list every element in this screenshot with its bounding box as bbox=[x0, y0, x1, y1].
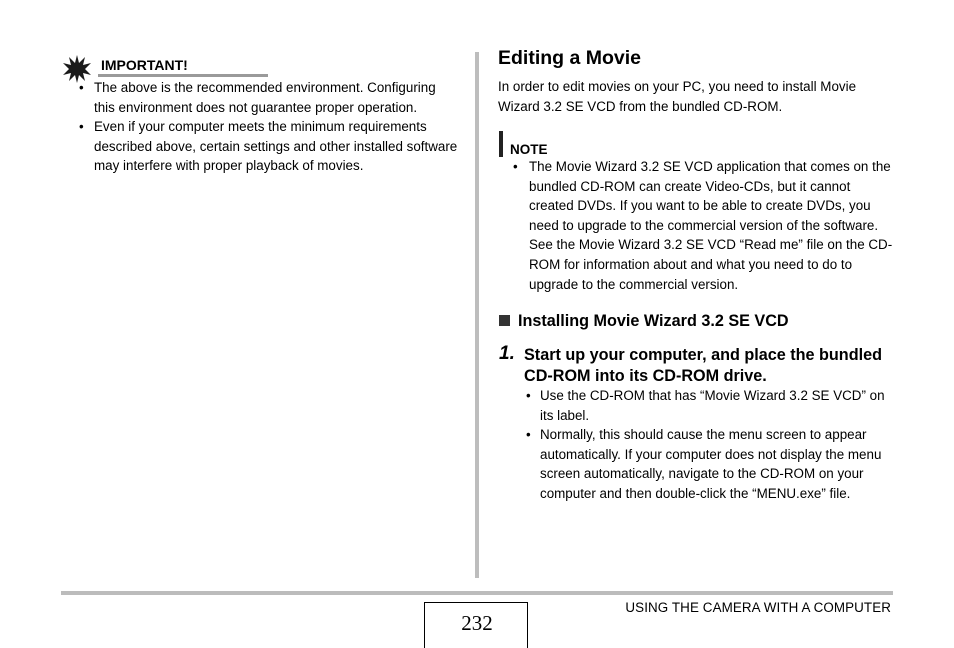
note-list bbox=[513, 157, 893, 294]
important-callout bbox=[62, 54, 212, 80]
important-list bbox=[79, 78, 459, 176]
list-item: • The Movie Wizard 3.2 SE VCD application that comes on the bundled CD-ROM can create Video-CDs, but it cannot created DVDs. If you want to be able to create DVDs, you need to upgrade to the commercial version of the software. See the Movie Wizard 3.2 SE VCD “Read me” file on the CD-ROM for information about and what you need to do to upgrade to the commercial version. bbox=[513, 157, 893, 294]
subheading bbox=[499, 312, 789, 331]
step-list bbox=[524, 386, 896, 504]
note-label: NOTE bbox=[510, 142, 548, 157]
column-divider bbox=[475, 52, 479, 578]
step-number: 1. bbox=[499, 343, 515, 364]
note-marker-bar bbox=[499, 131, 503, 157]
list-item: • The above is the recommended environment. Configuring this environment does not guarantee proper operation. bbox=[79, 78, 459, 117]
section-intro: In order to edit movies on your PC, you need to install Movie Wizard 3.2 SE VCD from the bundled CD-ROM. bbox=[498, 79, 857, 114]
square-bullet-icon bbox=[499, 315, 510, 326]
list-item: • Normally, this should cause the menu screen to appear automatically. If your computer does not display the menu screen automatically, navigate to the CD-ROM on your computer and then double-click the “MENU.exe” file. bbox=[524, 425, 896, 503]
step-text: Start up your computer, and place the bundled CD-ROM into its CD-ROM drive. bbox=[524, 346, 882, 385]
important-label: IMPORTANT! bbox=[101, 57, 188, 73]
page-number-box bbox=[424, 602, 528, 648]
footer-rule bbox=[61, 591, 893, 595]
footer-section-title: USING THE CAMERA WITH A COMPUTER bbox=[625, 600, 891, 615]
list-item: • Even if your computer meets the minimum requirements described above, certain settings and other installed software may interfere with proper playback of movies. bbox=[79, 117, 459, 176]
subheading-text: Installing Movie Wizard 3.2 SE VCD bbox=[518, 312, 789, 330]
important-underline bbox=[98, 74, 268, 77]
page-number: 232 bbox=[461, 611, 493, 635]
list-item: • Use the CD-ROM that has “Movie Wizard 3.2 SE VCD” on its label. bbox=[524, 386, 896, 425]
section-title: Editing a Movie bbox=[498, 47, 642, 69]
